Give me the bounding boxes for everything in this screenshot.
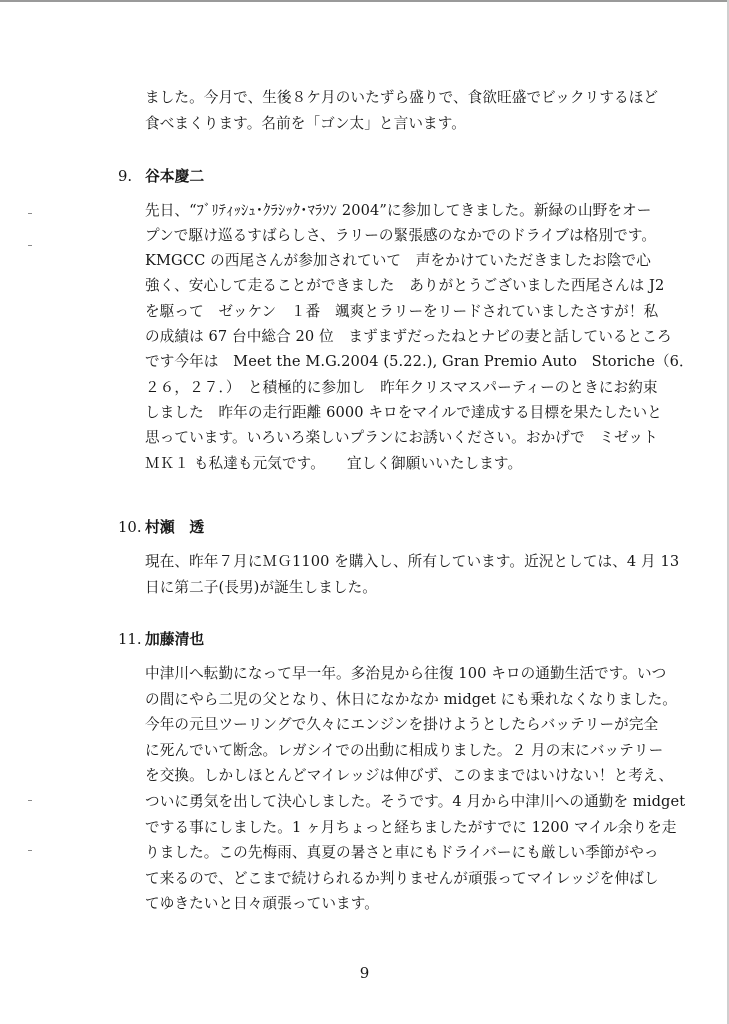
paragraph-line: 先日、“ﾌﾞﾘﾃｨｯｼｭ･ｸﾗｼｯｸ･ﾏﾗｿﾝ 2004”に参加してきました。新緑の山野をオー bbox=[145, 202, 652, 219]
section-author: 村瀬 透 bbox=[145, 519, 205, 536]
section-heading bbox=[118, 167, 204, 187]
margin-mark bbox=[28, 850, 32, 851]
margin-mark bbox=[28, 800, 32, 801]
section-heading bbox=[118, 518, 204, 538]
section-number: 11. bbox=[118, 631, 142, 648]
paragraph-line: ２６，２７．） と積極的に参加し 昨年クリスマスパーティーのときにお約束 bbox=[145, 379, 658, 396]
section-author: 谷本慶二 bbox=[145, 168, 205, 185]
paragraph-line: でする事にしました。1 ヶ月ちょっと経ちましたがすでに 1200 マイル余りを走 bbox=[145, 819, 677, 836]
paragraph-line: 強く、安心して走ることができました ありがとうございました西尾さんは J2 bbox=[145, 277, 665, 294]
paragraph-line: しました 昨年の走行距離 6000 キロをマイルで達成する目標を果たしたいと bbox=[145, 404, 662, 421]
paragraph-line: ＭＫ１ も私達も元気です。 宜しく御願いいたします。 bbox=[145, 455, 523, 472]
paragraph-line: 思っています。いろいろ楽しいプランにお誘いください。おかげで ミゼット bbox=[145, 429, 658, 446]
paragraph-line: て来るので、どこまで続けられるか判りませんが頑張ってマイレッジを伸ばし bbox=[145, 870, 659, 887]
paragraph-line: 今年の元旦ツーリングで久々にエンジンを掛けようとしたらバッテリーが完全 bbox=[145, 716, 659, 733]
page-top-border bbox=[0, 0, 729, 2]
paragraph-line: に死んでいて断念。レガシイでの出動に相成りました。２ 月の末にバッテリー bbox=[145, 742, 664, 759]
section-author: 加藤清也 bbox=[145, 631, 205, 648]
margin-mark bbox=[28, 213, 32, 214]
paragraph-line: ついに勇気を出して決心しました。そうです。4 月から中津川への通勤を midget bbox=[145, 793, 686, 810]
paragraph-line: KMGCC の西尾さんが参加されていて 声をかけていただきましたお陰で心 bbox=[145, 252, 651, 269]
section-number: 10. bbox=[118, 519, 142, 536]
paragraph-line: プンで駆け巡るすばらしさ、ラリーの緊張感のなかでのドライブは格別です。 bbox=[145, 227, 657, 244]
paragraph-line: を交換。しかしほとんどマイレッジは伸びず、このままではいけない！と考え、 bbox=[145, 767, 674, 784]
paragraph-line: の成績は 67 台中総合 20 位 まずまずだったねとナビの妻と話しているところ bbox=[145, 328, 672, 345]
paragraph-line: 食べまくります。名前を「ゴン太」と言います。 bbox=[145, 115, 466, 132]
paragraph-line: 日に第二子(長男)が誕生しました。 bbox=[145, 579, 377, 596]
paragraph-line: 現在、昨年７月にＭＧ1100 を購入し、所有しています。近況としては、4 月 13 bbox=[145, 553, 680, 570]
section-heading bbox=[118, 630, 204, 650]
paragraph-line: です今年は Meet the M.G.2004 (5.22.), Gran Premio Auto Storiche（6． bbox=[145, 353, 694, 370]
page-number: 9 bbox=[359, 964, 370, 982]
paragraph-line: てゆきたいと日々頑張っています。 bbox=[145, 895, 379, 912]
margin-mark bbox=[28, 245, 32, 246]
paragraph-line: を駆って ゼッケン １番 颯爽とラリーをリードされていましたさすが！私 bbox=[145, 303, 659, 320]
paragraph-line: の間にやら二児の父となり、休日になかなか midget にも乗れなくなりました。 bbox=[145, 691, 677, 708]
paragraph-line: 中津川へ転勤になって早一年。多治見から往復 100 キロの通勤生活です。いつ bbox=[145, 665, 667, 682]
paragraph-line: りました。この先梅雨、真夏の暑さと車にもドライバーにも厳しい季節がやっ bbox=[145, 844, 659, 861]
section-number: 9. bbox=[118, 168, 133, 185]
paragraph-line: ました。今月で、生後８ケ月のいたずら盛りで、食欲旺盛でビックリするほど bbox=[145, 89, 659, 106]
